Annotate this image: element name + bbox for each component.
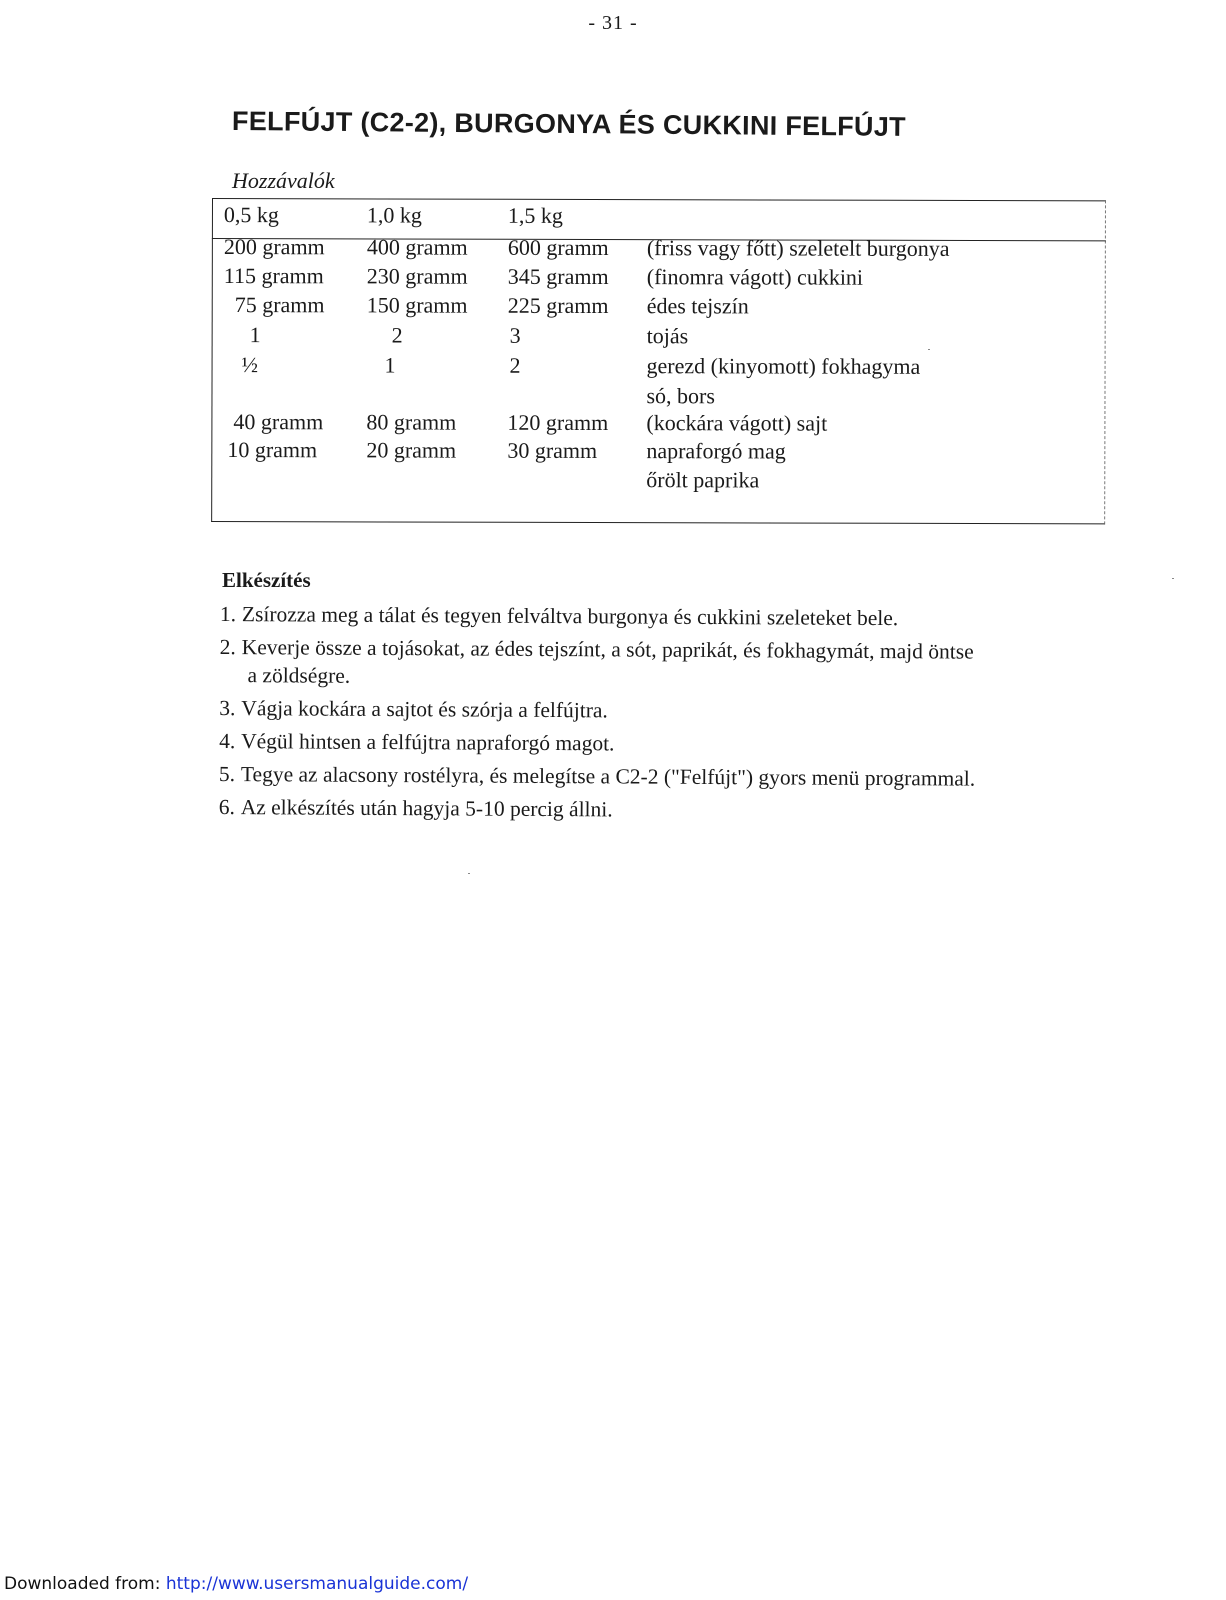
ingredient-quantity: 2: [391, 322, 403, 348]
preparation-step: [220, 600, 1120, 633]
ingredient-quantity: 400 gramm: [366, 234, 468, 260]
ingredient-name: édes tejszín: [646, 293, 749, 319]
preparation-step: [219, 633, 1119, 694]
preparation-steps: [219, 600, 1120, 831]
ingredient-quantity: 115 gramm: [223, 263, 324, 289]
step-text: Vágja kockára a sajtot és szórja a felfújtra.: [241, 696, 608, 723]
ingredient-quantity: 2: [509, 352, 521, 378]
table-header-cell: 0,5 kg: [223, 202, 279, 228]
ingredient-quantity: 150 gramm: [366, 292, 468, 318]
ingredient-quantity: 40 gramm: [233, 409, 324, 435]
preparation-step: [219, 694, 1119, 727]
step-text-continuation: a zöldségre.: [247, 663, 351, 688]
step-number: 4.: [219, 728, 236, 754]
footer-prefix: Downloaded from:: [4, 1574, 166, 1594]
step-text: Végül hintsen a felfújtra napraforgó magot.: [241, 729, 615, 756]
ingredients-table: [211, 198, 1106, 524]
ingredient-quantity: 1: [249, 322, 261, 348]
step-number: 6.: [218, 794, 235, 820]
ingredient-quantity: 600 gramm: [507, 234, 609, 261]
preparation-step: [219, 760, 1119, 793]
ingredient-name: (finomra vágott) cukkini: [646, 264, 864, 290]
preparation-step: [219, 793, 1119, 826]
download-footer: [4, 1574, 468, 1594]
ingredient-quantity: 200 gramm: [223, 234, 325, 260]
ingredient-quantity: ½: [241, 352, 259, 378]
scan-speck: [928, 349, 930, 350]
ingredient-quantity: 120 gramm: [507, 409, 609, 436]
ingredient-quantity: 10 gramm: [227, 437, 318, 463]
table-header-cell: 1,0 kg: [366, 202, 422, 228]
ingredient-quantity: 345 gramm: [507, 263, 609, 290]
ingredients-label: Hozzávalók: [232, 168, 335, 193]
preparation-step: [219, 727, 1119, 760]
ingredient-quantity: 20 gramm: [366, 437, 457, 463]
ingredient-name: (friss vagy főtt) szeletelt burgonya: [646, 235, 950, 261]
recipe-title: FELFÚJT (C2-2), BURGONYA ÉS CUKKINI FELFÚJT: [231, 106, 907, 142]
ingredient-name: tojás: [646, 323, 689, 349]
step-number: 2.: [219, 634, 236, 660]
ingredient-quantity: 225 gramm: [507, 292, 609, 319]
ingredient-name: gerezd (kinyomott) fokhagyma: [646, 353, 921, 379]
ingredient-name: napraforgó mag: [646, 438, 786, 464]
ingredient-quantity: 75 gramm: [234, 292, 325, 318]
ingredient-quantity: 30 gramm: [507, 437, 598, 464]
footer-link[interactable]: http://www.usersmanualguide.com/: [165, 1574, 469, 1594]
step-number: 5.: [218, 761, 236, 787]
step-text: Az elkészítés után hagyja 5-10 percig állni.: [240, 795, 613, 822]
step-text: Keverje össze a tojásokat, az édes tejszínt, a sót, paprikát, és fokhagymát, majd öntse: [241, 635, 974, 664]
preparation-title: Elkészítés: [222, 568, 311, 592]
step-text: Tegye az alacsony rostélyra, és melegítse a C2-2 ("Felfújt") gyors menü programmal.: [240, 762, 976, 791]
ingredient-name: őrölt paprika: [646, 467, 760, 493]
scan-speck: [468, 873, 470, 874]
scan-speck: [1172, 578, 1174, 579]
page-number: - 31 -: [588, 12, 638, 34]
step-number: 3.: [219, 695, 236, 721]
ingredient-quantity: 230 gramm: [366, 263, 468, 289]
step-text: Zsírozza meg a tálat és tegyen felváltva burgonya és cukkini szeleteket bele.: [241, 602, 899, 631]
ingredient-name: (kockára vágott) sajt: [646, 410, 828, 436]
step-number: 1.: [219, 601, 237, 627]
table-header-cell: 1,5 kg: [507, 202, 563, 228]
ingredient-quantity: 3: [509, 322, 521, 348]
ingredient-name: só, bors: [646, 383, 715, 409]
ingredient-quantity: 80 gramm: [366, 409, 457, 435]
ingredient-quantity: 1: [384, 352, 396, 378]
